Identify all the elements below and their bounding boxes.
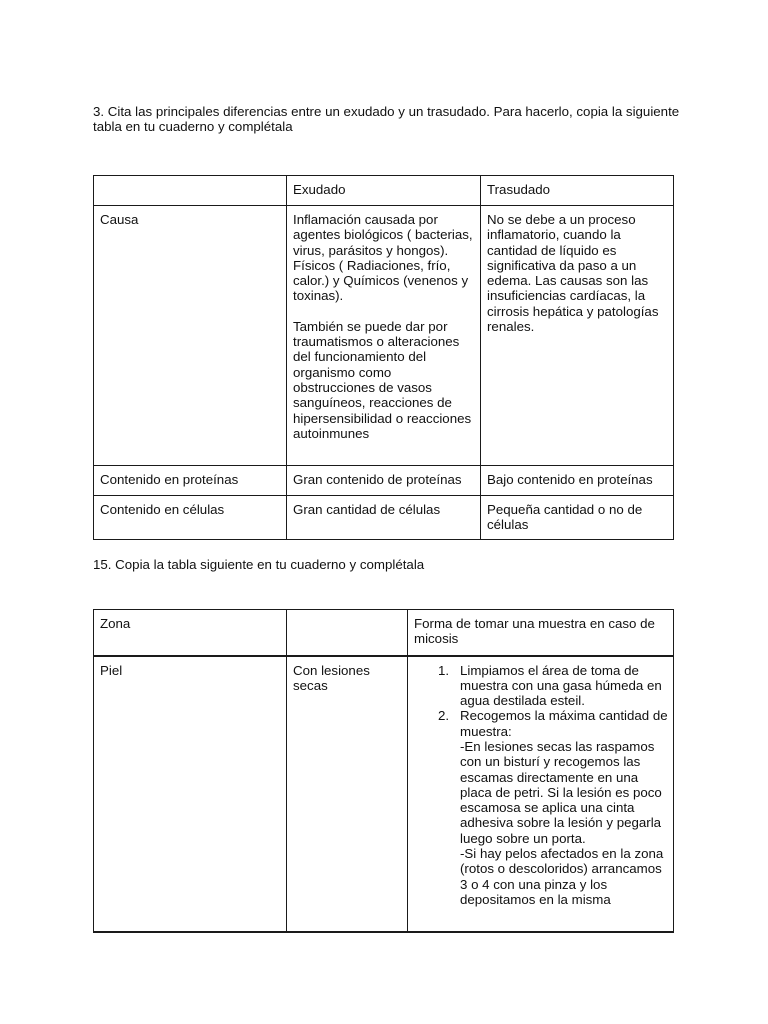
celulas-trasudado-cell: Pequeña cantidad o no de células <box>481 496 674 540</box>
steps-list <box>414 663 668 908</box>
step-text: -Si hay pelos afectados en la zona (rotos o descoloridos) arrancamos 3 o 4 con una pinza y los depositamos en la misma <box>460 846 664 907</box>
proteinas-exudado-cell: Gran contenido de proteínas <box>287 466 481 496</box>
question-3-text: 3. Cita las principales diferencias entre un exudado y un trasudado. Para hacerlo, copia la siguiente tabla en tu cuaderno y complétala <box>93 104 680 135</box>
table-header-row <box>94 176 674 206</box>
proteinas-trasudado-cell: Bajo contenido en proteínas <box>481 466 674 496</box>
question-15-text: 15. Copia la tabla siguiente en tu cuaderno y complétala <box>93 557 425 572</box>
row-label-celulas: Contenido en células <box>94 496 287 540</box>
causa-trasudado-cell: No se debe a un proceso inflamatorio, cuando la cantidad de líquido es significativa da paso a un edema. Las causas son las insuficiencias cardíacas, la cirrosis hepática y patologías renales. <box>481 206 674 466</box>
exudado-trasudado-table <box>93 175 674 540</box>
header-cell-zona: Zona <box>94 610 287 656</box>
row-label-proteinas: Contenido en proteínas <box>94 466 287 496</box>
header-cell-empty <box>94 176 287 206</box>
header-cell-empty <box>287 610 408 656</box>
celulas-exudado-cell: Gran cantidad de células <box>287 496 481 540</box>
header-cell-forma-muestra: Forma de tomar una muestra en caso de micosis <box>408 610 674 656</box>
step-number: 1. <box>438 662 450 678</box>
causa-exudado-paragraph: Inflamación causada por agentes biológicos ( bacterias, virus, parásitos y hongos). Físicos ( Radiaciones, frío, calor.) y Químicos (venenos y toxinas). <box>293 212 473 304</box>
list-item <box>414 708 668 907</box>
steps-cell <box>408 656 674 932</box>
row-label-causa: Causa <box>94 206 287 466</box>
tipo-lesion-cell: Con lesiones secas <box>287 656 408 932</box>
step-text: Recogemos la máxima cantidad de muestra: <box>460 708 668 739</box>
table-row-proteinas <box>94 466 674 496</box>
step-number: 2. <box>438 708 450 724</box>
step-text: -En lesiones secas las raspamos con un bisturí y recogemos las escamas directamente en una placa de petri. Si la lesión es poco escamosa se aplica una cinta adhesiva sobre la lesión y pegarla luego sobre un porta. <box>460 738 662 846</box>
header-cell-trasudado: Trasudado <box>481 176 674 206</box>
list-item <box>414 663 668 709</box>
zona-cell-piel: Piel <box>94 656 287 932</box>
causa-exudado-cell <box>287 206 481 466</box>
header-cell-exudado: Exudado <box>287 176 481 206</box>
table-row-piel <box>94 656 674 932</box>
micosis-sample-table <box>93 609 674 933</box>
table-row-causa <box>94 206 674 466</box>
table-row-celulas <box>94 496 674 540</box>
step-text: Limpiamos el área de toma de muestra con una gasa húmeda en agua destilada esteil. <box>460 662 662 709</box>
table-header-row <box>94 610 674 656</box>
causa-exudado-paragraph: También se puede dar por traumatismos o alteraciones del funcionamiento del organismo como obstrucciones de vasos sanguíneos, reacciones de hipersensibilidad o reacciones autoinmunes <box>293 318 472 441</box>
